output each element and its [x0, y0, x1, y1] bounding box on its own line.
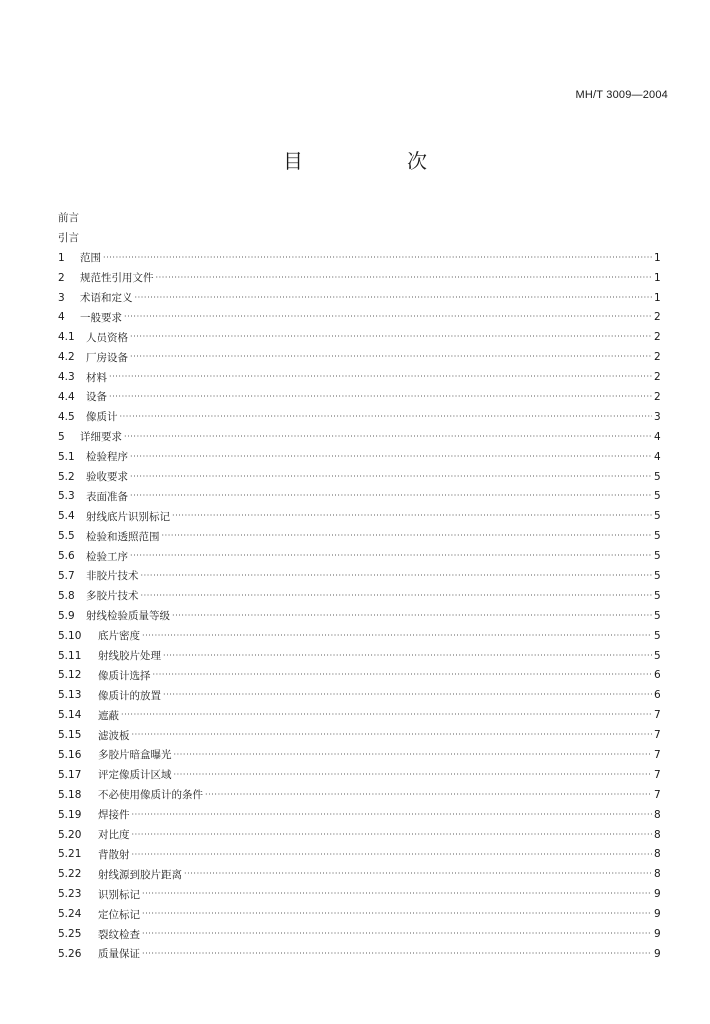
toc-entry-page: 5	[654, 609, 661, 622]
toc-entry-page: 6	[654, 689, 661, 702]
toc-leader-dots	[156, 268, 653, 288]
toc-entry	[58, 924, 660, 944]
toc-leader-dots	[135, 288, 653, 308]
toc-leader-dots	[124, 307, 652, 327]
toc-entry-number: 5.18	[58, 788, 82, 801]
toc-leader-dots	[132, 825, 653, 845]
toc-entry	[58, 685, 660, 705]
toc-entry-page: 8	[654, 848, 661, 861]
toc-entry-number: 5	[58, 430, 65, 443]
toc-entry-label: 射线胶片处理	[98, 650, 161, 663]
toc-entry-label: 厂房设备	[86, 351, 128, 364]
toc-entry-label: 遮蔽	[98, 709, 119, 722]
toc-entry-page: 2	[654, 311, 661, 324]
toc-entry-label: 检验程序	[86, 451, 128, 464]
toc-entry	[58, 805, 660, 825]
toc-leader-dots	[121, 705, 652, 725]
toc-entry-page: 5	[654, 550, 661, 563]
toc-front-label: 引言	[58, 232, 79, 245]
toc-entry-number: 1	[58, 251, 65, 264]
toc-entry-label: 范围	[80, 252, 101, 265]
toc-entry-number: 4.1	[58, 331, 75, 344]
toc-entry-page: 3	[654, 410, 661, 423]
toc-leader-dots	[132, 845, 653, 865]
toc-entry	[58, 268, 660, 288]
toc-entry-label: 检验和透照范围	[86, 530, 160, 543]
toc-leader-dots	[124, 427, 652, 447]
toc-entry-label: 滤波板	[98, 729, 130, 742]
toc-entry-label: 多胶片技术	[86, 590, 139, 603]
toc-entry-number: 5.5	[58, 530, 75, 543]
toc-entry-page: 2	[654, 371, 661, 384]
toc-entry-page: 5	[654, 649, 661, 662]
toc-entry-label: 多胶片暗盒曝光	[98, 749, 172, 762]
toc-entry-number: 5.7	[58, 569, 75, 582]
toc-leader-dots	[142, 626, 652, 646]
toc-entry-page: 9	[654, 947, 661, 960]
toc-entry-label: 检验工序	[86, 550, 128, 563]
toc-entry-number: 5.1	[58, 450, 75, 463]
toc-entry-label: 射线源到胶片距离	[98, 868, 182, 881]
toc-entry-number: 5.4	[58, 510, 75, 523]
toc-entry	[58, 307, 660, 327]
toc-leader-dots	[132, 805, 653, 825]
toc-entry	[58, 427, 660, 447]
toc-entry-label: 评定像质计区域	[98, 769, 172, 782]
toc-entry-label: 底片密度	[98, 630, 140, 643]
toc-entry-label: 像质计的放置	[98, 689, 161, 702]
toc-entry-number: 5.12	[58, 669, 82, 682]
toc-entry-number: 5.11	[58, 649, 82, 662]
toc-entry-number: 5.3	[58, 490, 75, 503]
toc-entry-number: 4.4	[58, 390, 75, 403]
toc-entry-label: 详细要求	[80, 431, 122, 444]
toc-entry	[58, 407, 660, 427]
toc-leader-dots	[141, 566, 653, 586]
toc-leader-dots	[174, 765, 653, 785]
page-title: 目 次	[283, 149, 469, 173]
toc-entry-number: 5.26	[58, 947, 82, 960]
toc-entry-number: 5.13	[58, 689, 82, 702]
toc-entry	[58, 546, 660, 566]
toc-leader-dots	[172, 606, 652, 626]
toc-leader-dots	[130, 447, 652, 467]
toc-entry-number: 5.8	[58, 589, 75, 602]
toc-entry-number: 4.5	[58, 410, 75, 423]
toc-entry-number: 4	[58, 311, 65, 324]
toc-entry-page: 8	[654, 828, 661, 841]
toc-entry	[58, 288, 660, 308]
toc-leader-dots	[163, 646, 652, 666]
toc-leader-dots	[142, 904, 652, 924]
toc-entry-number: 4.2	[58, 351, 75, 364]
toc-entry-page: 7	[654, 729, 661, 742]
toc-leader-dots	[163, 685, 652, 705]
toc-entry	[58, 566, 660, 586]
toc-entry	[58, 526, 660, 546]
toc-entry-page: 7	[654, 748, 661, 761]
toc-front-item-foreword	[58, 208, 660, 228]
toc-entry	[58, 347, 660, 367]
toc-entry	[58, 467, 660, 487]
toc-entry	[58, 944, 660, 964]
toc-entry	[58, 387, 660, 407]
toc-entry-label: 验收要求	[86, 471, 128, 484]
toc-entry-number: 5.19	[58, 808, 82, 821]
toc-entry-label: 像质计	[86, 411, 118, 424]
toc-entry-label: 识别标记	[98, 888, 140, 901]
toc-entry	[58, 904, 660, 924]
toc-entry-page: 5	[654, 629, 661, 642]
toc-entry-page: 4	[654, 450, 661, 463]
toc-entry-number: 4.3	[58, 371, 75, 384]
toc-leader-dots	[205, 785, 652, 805]
toc-entry-label: 背散射	[98, 848, 130, 861]
toc-entry-page: 1	[654, 291, 661, 304]
toc-entry	[58, 327, 660, 347]
toc-entry	[58, 606, 660, 626]
toc-entry-label: 一般要求	[80, 311, 122, 324]
toc-entry	[58, 725, 660, 745]
toc-leader-dots	[120, 407, 653, 427]
toc-entry-number: 5.6	[58, 550, 75, 563]
toc-entry-label: 人员资格	[86, 331, 128, 344]
toc-entry-page: 9	[654, 888, 661, 901]
toc-leader-dots	[130, 486, 652, 506]
toc-leader-dots	[130, 327, 652, 347]
toc-entry-page: 5	[654, 510, 661, 523]
toc-front-item-introduction	[58, 228, 660, 248]
toc-entry	[58, 486, 660, 506]
toc-entry	[58, 785, 660, 805]
toc-entry	[58, 248, 660, 268]
toc-entry-page: 5	[654, 530, 661, 543]
toc-entry-label: 裂纹检查	[98, 928, 140, 941]
toc-entry-page: 7	[654, 768, 661, 781]
toc-entry-number: 5.10	[58, 629, 82, 642]
toc-leader-dots	[142, 944, 652, 964]
toc-leader-dots	[132, 725, 653, 745]
toc-entry-number: 5.25	[58, 928, 82, 940]
toc-entry-label: 射线检验质量等级	[86, 610, 170, 623]
toc-entry	[58, 646, 660, 666]
toc-entry-page: 2	[654, 331, 661, 344]
toc-entry-page: 8	[654, 868, 661, 881]
toc-leader-dots	[130, 467, 652, 487]
table-of-contents	[58, 208, 660, 964]
toc-leader-dots	[109, 367, 652, 387]
toc-entry-label: 质量保证	[98, 948, 140, 961]
toc-entry-label: 设备	[86, 391, 107, 404]
toc-entry-number: 3	[58, 291, 65, 304]
toc-entry-number: 5.23	[58, 888, 82, 901]
toc-entry-number: 5.16	[58, 748, 82, 761]
toc-entry-page: 9	[654, 908, 661, 921]
toc-leader-dots	[174, 745, 653, 765]
toc-leader-dots	[130, 546, 652, 566]
toc-entry-number: 5.21	[58, 848, 82, 861]
toc-entry-number: 5.20	[58, 828, 82, 841]
toc-leader-dots	[142, 924, 652, 944]
toc-entry-page: 5	[654, 569, 661, 582]
toc-entry	[58, 367, 660, 387]
toc-front-label: 前言	[58, 212, 79, 225]
toc-entry-label: 像质计选择	[98, 669, 151, 682]
toc-entry-label: 材料	[86, 371, 107, 384]
toc-entry-label: 规范性引用文件	[80, 272, 154, 285]
toc-entry	[58, 825, 660, 845]
toc-entry-number: 2	[58, 271, 65, 284]
toc-entry	[58, 447, 660, 467]
toc-entry-page: 1	[654, 251, 661, 264]
toc-leader-dots	[172, 506, 652, 526]
toc-entry-label: 定位标记	[98, 908, 140, 921]
toc-entry-number: 5.15	[58, 729, 82, 742]
toc-entry-page: 1	[654, 271, 661, 284]
toc-entry-page: 9	[654, 928, 661, 940]
toc-entry-label: 焊接件	[98, 809, 130, 822]
toc-leader-dots	[141, 586, 653, 606]
toc-entry	[58, 665, 660, 685]
toc-entry-label: 术语和定义	[80, 292, 133, 304]
toc-leader-dots	[103, 248, 652, 268]
toc-entry	[58, 864, 660, 884]
toc-entry-page: 8	[654, 808, 661, 821]
toc-entry-number: 5.9	[58, 609, 75, 622]
toc-leader-dots	[109, 387, 652, 407]
toc-entry-number: 5.24	[58, 908, 82, 921]
toc-entry-page: 6	[654, 669, 661, 682]
toc-entry	[58, 745, 660, 765]
toc-entry-page: 4	[654, 430, 661, 443]
toc-entry-label: 不必使用像质计的条件	[98, 789, 203, 802]
toc-entry-page: 7	[654, 709, 661, 722]
toc-entry-page: 5	[654, 589, 661, 602]
toc-entry	[58, 765, 660, 785]
toc-leader-dots	[162, 526, 653, 546]
toc-entry-page: 5	[654, 490, 661, 503]
toc-entry-number: 5.22	[58, 868, 82, 881]
toc-entry	[58, 506, 660, 526]
toc-leader-dots	[153, 665, 653, 685]
toc-leader-dots	[130, 347, 652, 367]
toc-entry-page: 7	[654, 788, 661, 801]
toc-entry-number: 5.17	[58, 768, 82, 781]
toc-entry-number: 5.14	[58, 709, 82, 722]
toc-entry-label: 射线底片识别标记	[86, 510, 170, 523]
toc-entry-page: 5	[654, 470, 661, 483]
toc-entry-number: 5.2	[58, 470, 75, 483]
toc-entry-page: 2	[654, 390, 661, 403]
toc-leader-dots	[142, 884, 652, 904]
toc-entry	[58, 626, 660, 646]
toc-entry	[58, 845, 660, 865]
toc-entry-label: 非胶片技术	[86, 570, 139, 583]
toc-entry-page: 2	[654, 351, 661, 364]
document-code: MH/T 3009—2004	[575, 89, 668, 101]
toc-entry-label: 对比度	[98, 829, 130, 842]
toc-leader-dots	[184, 864, 652, 884]
toc-entry	[58, 884, 660, 904]
toc-entry	[58, 586, 660, 606]
toc-entry-label: 表面准备	[86, 490, 128, 503]
toc-entry	[58, 705, 660, 725]
